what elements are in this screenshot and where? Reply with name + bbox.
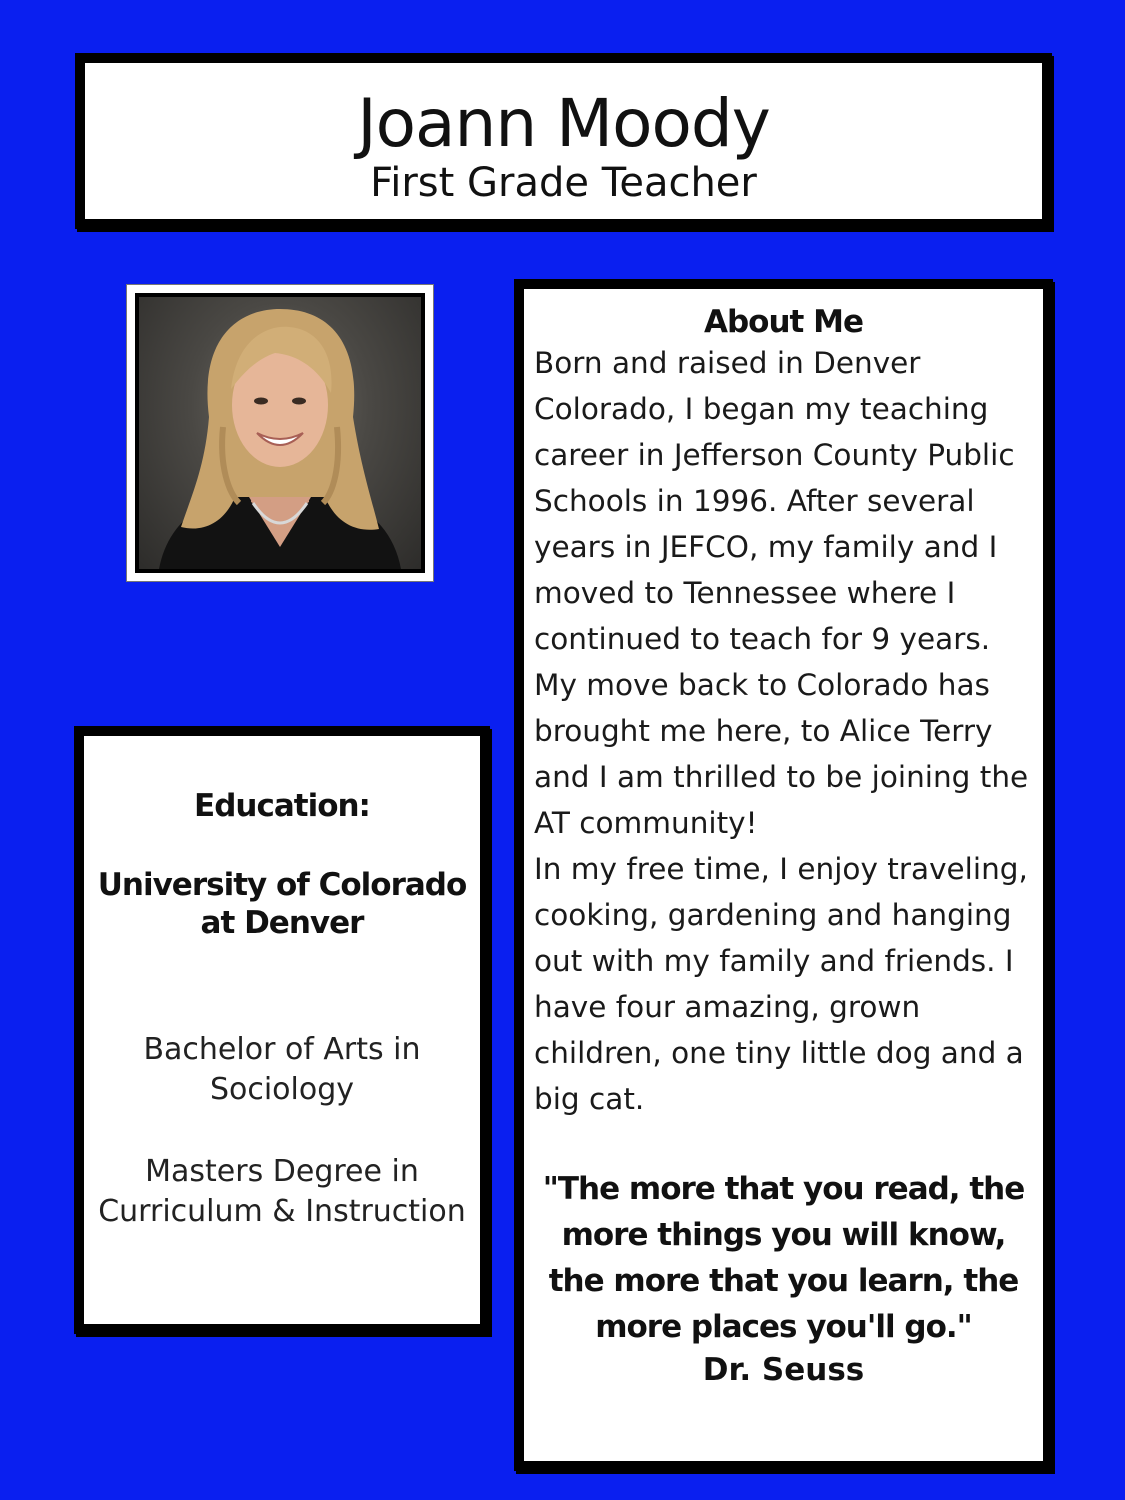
education-degree-masters: Masters Degree in Curriculum & Instruction (98, 1154, 466, 1229)
quote-text: "The more that you read, the more things you will know, the more that you learn, the more places you'll go." (542, 1171, 1025, 1345)
teacher-photo (135, 293, 425, 573)
about-heading: About Me (703, 304, 864, 340)
portrait-image (139, 297, 421, 569)
about-panel (514, 279, 1053, 1471)
about-paragraph-free-time: In my free time, I enjoy traveling, cooking, gardening and hanging out with my family and friends. I have four amazing, grown children, one tiny little dog and a big cat. (534, 852, 1028, 1116)
header-panel (75, 53, 1052, 229)
about-body (534, 340, 1039, 1122)
teacher-title: First Grade Teacher (370, 160, 757, 206)
education-degree-bachelor: Bachelor of Arts in Sociology (143, 1032, 421, 1107)
quote-author: Dr. Seuss (702, 1352, 865, 1388)
education-school: University of Colorado at Denver (97, 867, 467, 941)
education-heading: Education: (194, 788, 370, 824)
education-panel (74, 726, 490, 1334)
teacher-name: Joann Moody (357, 85, 770, 162)
about-paragraph-background: Born and raised in Denver Colorado, I began my teaching career in Jefferson County Public Schools in 1996. After several years in JEFCO, my family and I moved to Tennessee where I continued to teach for 9 years. My move back to Colorado has brought me here, to Alice Terry and I am thrilled to be joining the AT community! (534, 346, 1029, 840)
photo-frame (126, 284, 434, 582)
